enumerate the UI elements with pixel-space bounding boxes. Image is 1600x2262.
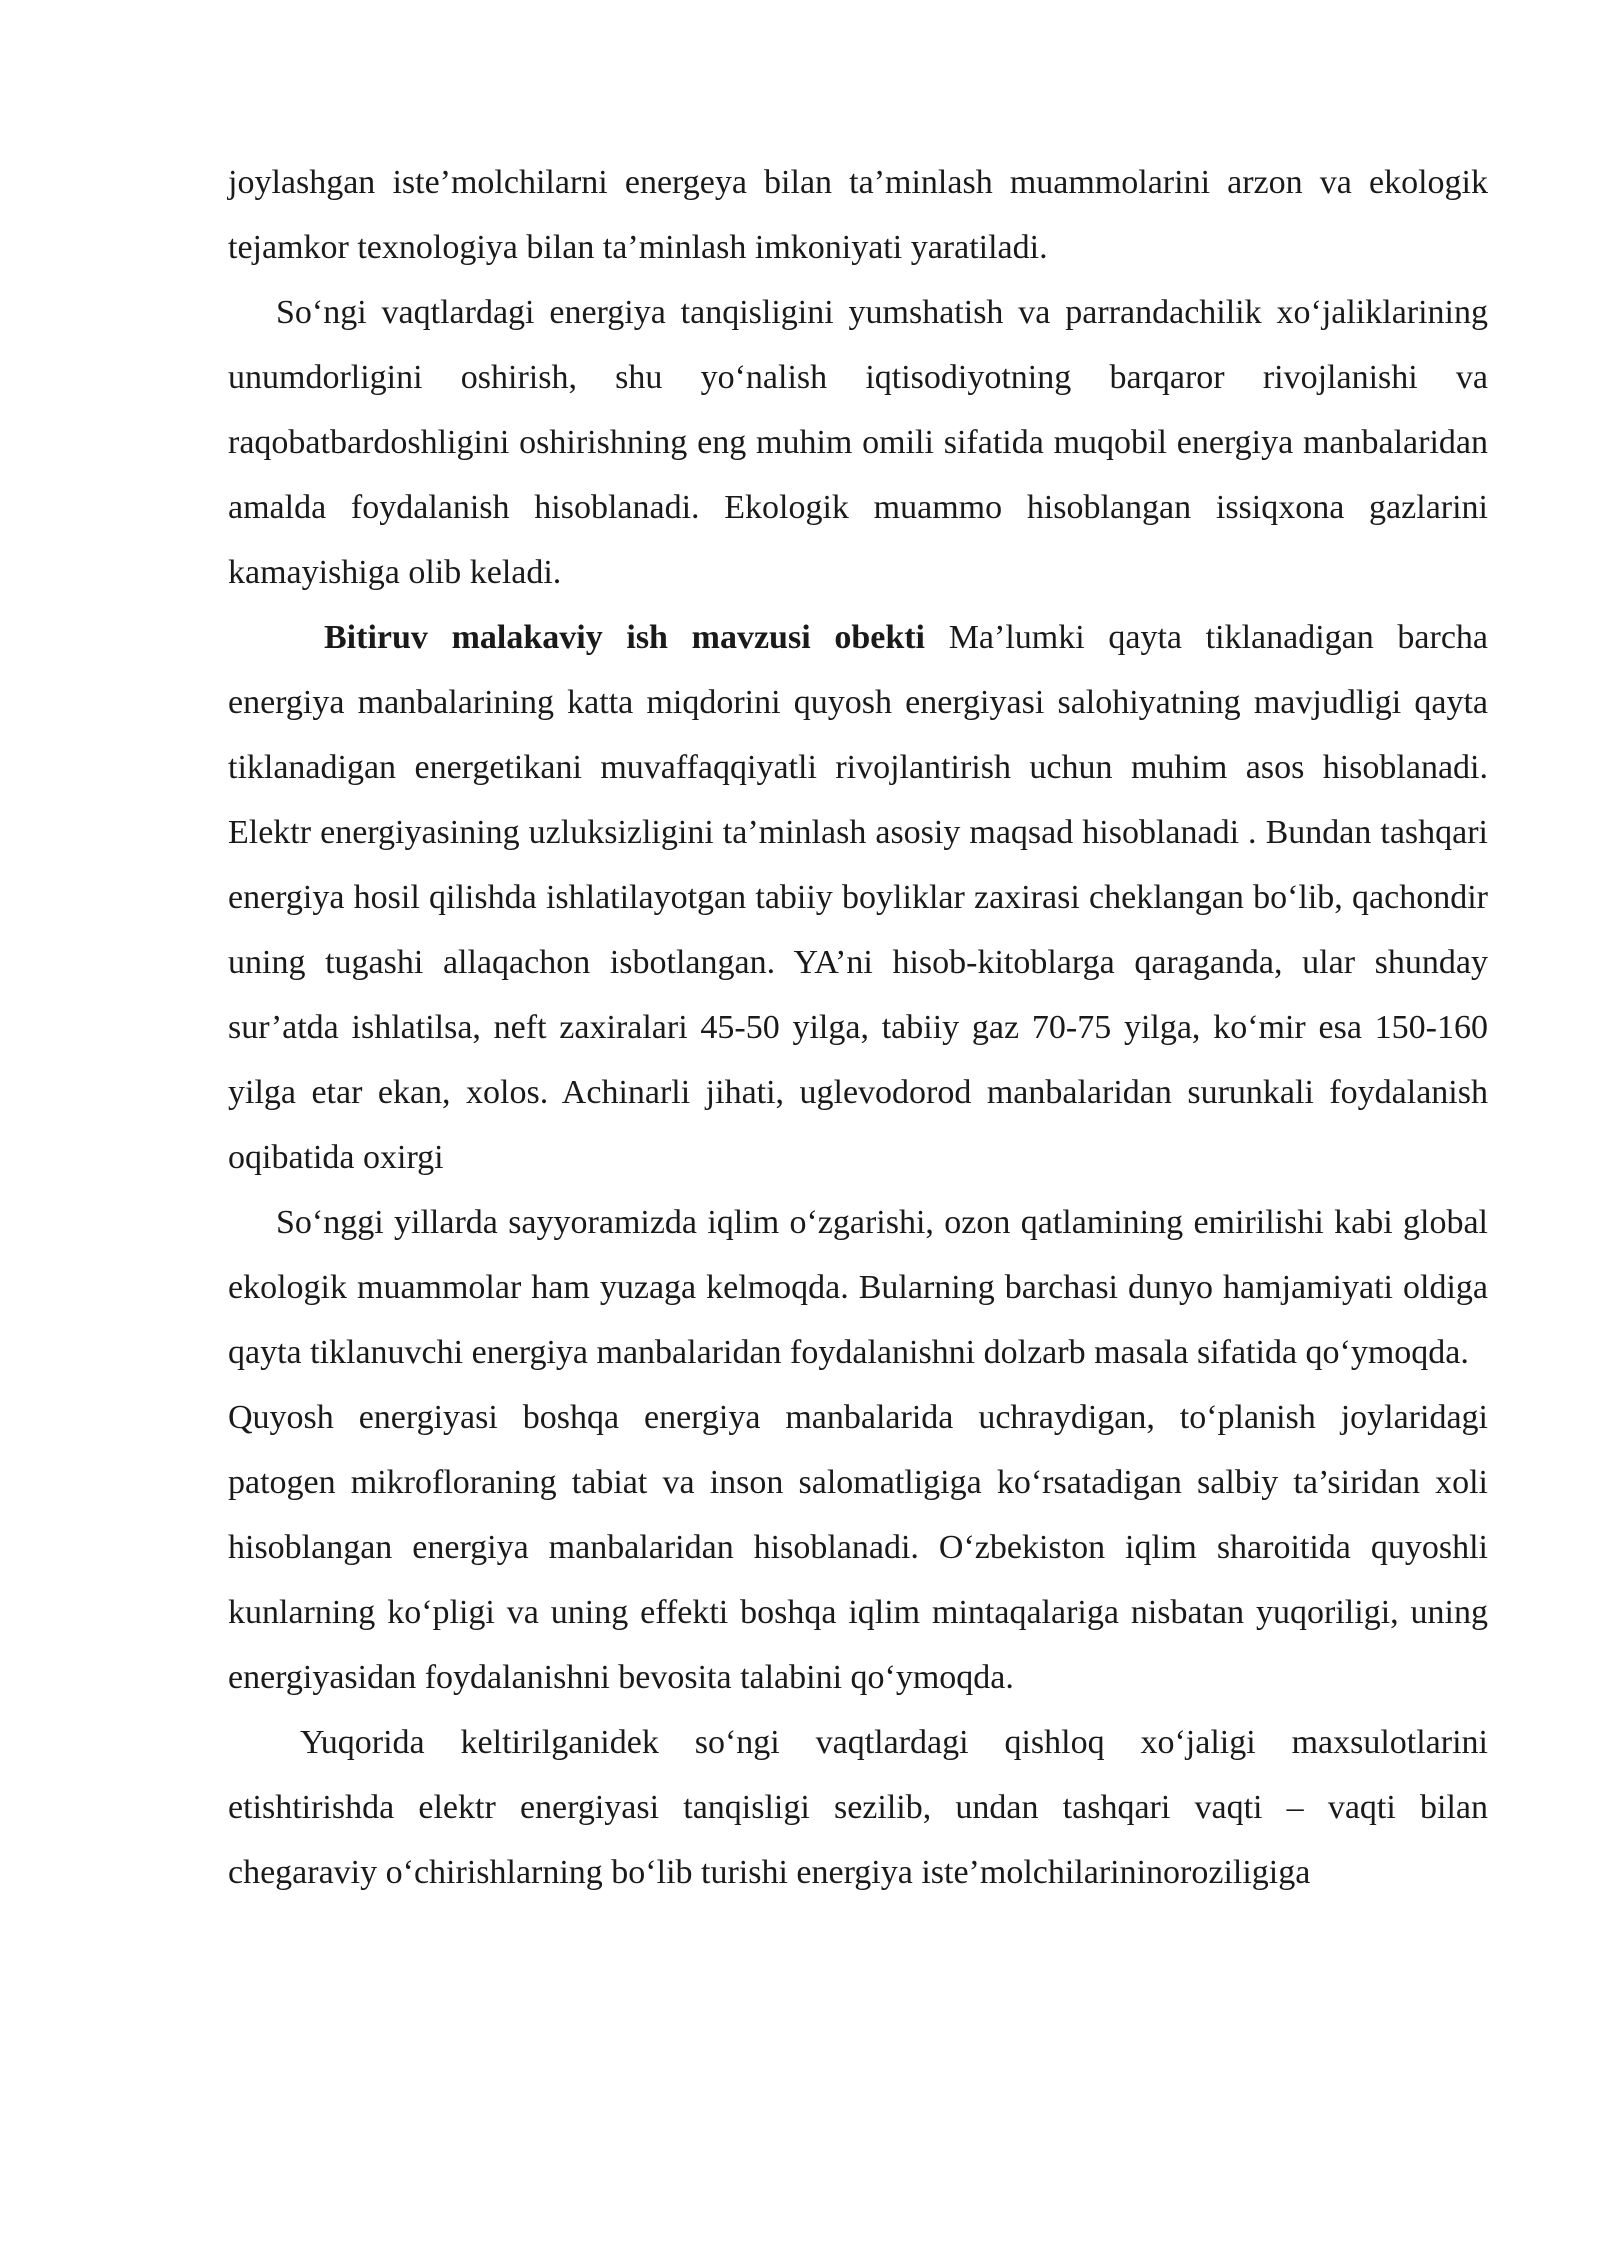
paragraph-text: So‘nggi yillarda sayyoramizda iqlim o‘zgarishi, ozon qatlamining emirilishi kabi global ekologik muammolar ham yuzaga kelmoqda. Bularning barchasi dunyo hamjamiyati oldiga qayta tiklanuvchi energiya manbalaridan foydalanishni dolzarb masala sifatida qo‘ymoqda. — [228, 1204, 1488, 1371]
paragraph-6 — [228, 1710, 1488, 1905]
paragraph-text: Yuqorida keltirilganidek so‘ngi vaqtlardagi qishloq xo‘jaligi maxsulotlarini etishtirishda elektr energiyasi tanqisligi sezilib, undan tashqari vaqti – vaqti bilan chegaraviy o‘chirishlarning bo‘lib turishi energiya iste’molchilarininoroziligiga — [228, 1724, 1488, 1891]
paragraph-text: Ma’lumki qayta tiklanadigan barcha energiya manbalarining katta miqdorini quyosh energiyasi salohiyatning mavjudligi qayta tiklanadigan energetikani muvaffaqqiyatli rivojlantirish uchun muhim asos hisoblanadi. Elektr energiyasining uzluksizligini ta’minlash asosiy maqsad hisoblanadi . Bundan tashqari energiya hosil qilishda ishlatilayotgan tabiiy boyliklar zaxirasi cheklangan bo‘lib, qachondir uning tugashi allaqachon isbotlangan. YA’ni hisob-kitoblarga qaraganda, ular shunday sur’atda ishlatilsa, neft zaxiralari 45-50 yilga, tabiiy gaz 70-75 yilga, ko‘mir esa 150-160 yilga etar ekan, xolos. Achinarli jihati, uglevodorod manbalaridan surunkali foydalanish oqibatida oxirgi — [228, 619, 1489, 1176]
paragraph-1 — [228, 150, 1488, 280]
paragraph-text: So‘ngi vaqtlardagi energiya tanqisligini yumshatish va parrandachilik xo‘jaliklarining unumdorligini oshirish, shu yo‘nalish iqtisodiyotning barqaror rivojlanishi va raqobatbardoshligini oshirishning eng muhim omili sifatida muqobil energiya manbalaridan amalda foydalanish hisoblanadi. Ekologik muammo hisoblangan issiqxona gazlarini kamayishiga olib keladi. — [228, 294, 1488, 591]
paragraph-5 — [228, 1385, 1488, 1710]
paragraph-text: joylashgan iste’molchilarni energeya bilan ta’minlash muammolarini arzon va ekologik tejamkor texnologiya bilan ta’minlash imkoniyati yaratiladi. — [228, 164, 1488, 266]
paragraph-text: Quyosh energiyasi boshqa energiya manbalarida uchraydigan, to‘planish joylaridagi patogen mikrofloraning tabiat va inson salomatligiga ko‘rsatadigan salbiy ta’siridan xoli hisoblangan energiya manbalaridan hisoblanadi. O‘zbekiston iqlim sharoitida quyoshli kunlarning ko‘pligi va uning effekti boshqa iqlim mintaqalariga nisbatan yuqoriligi, uning energiyasidan foydalanishni bevosita talabini qo‘ymoqda. — [228, 1399, 1488, 1696]
paragraph-4 — [228, 1190, 1488, 1385]
paragraph-bold-heading: Bitiruv malakaviy ish mavzusi obekti — [324, 619, 926, 656]
paragraph-2 — [228, 280, 1488, 605]
document-page — [228, 150, 1488, 1905]
paragraph-3 — [228, 605, 1488, 1190]
